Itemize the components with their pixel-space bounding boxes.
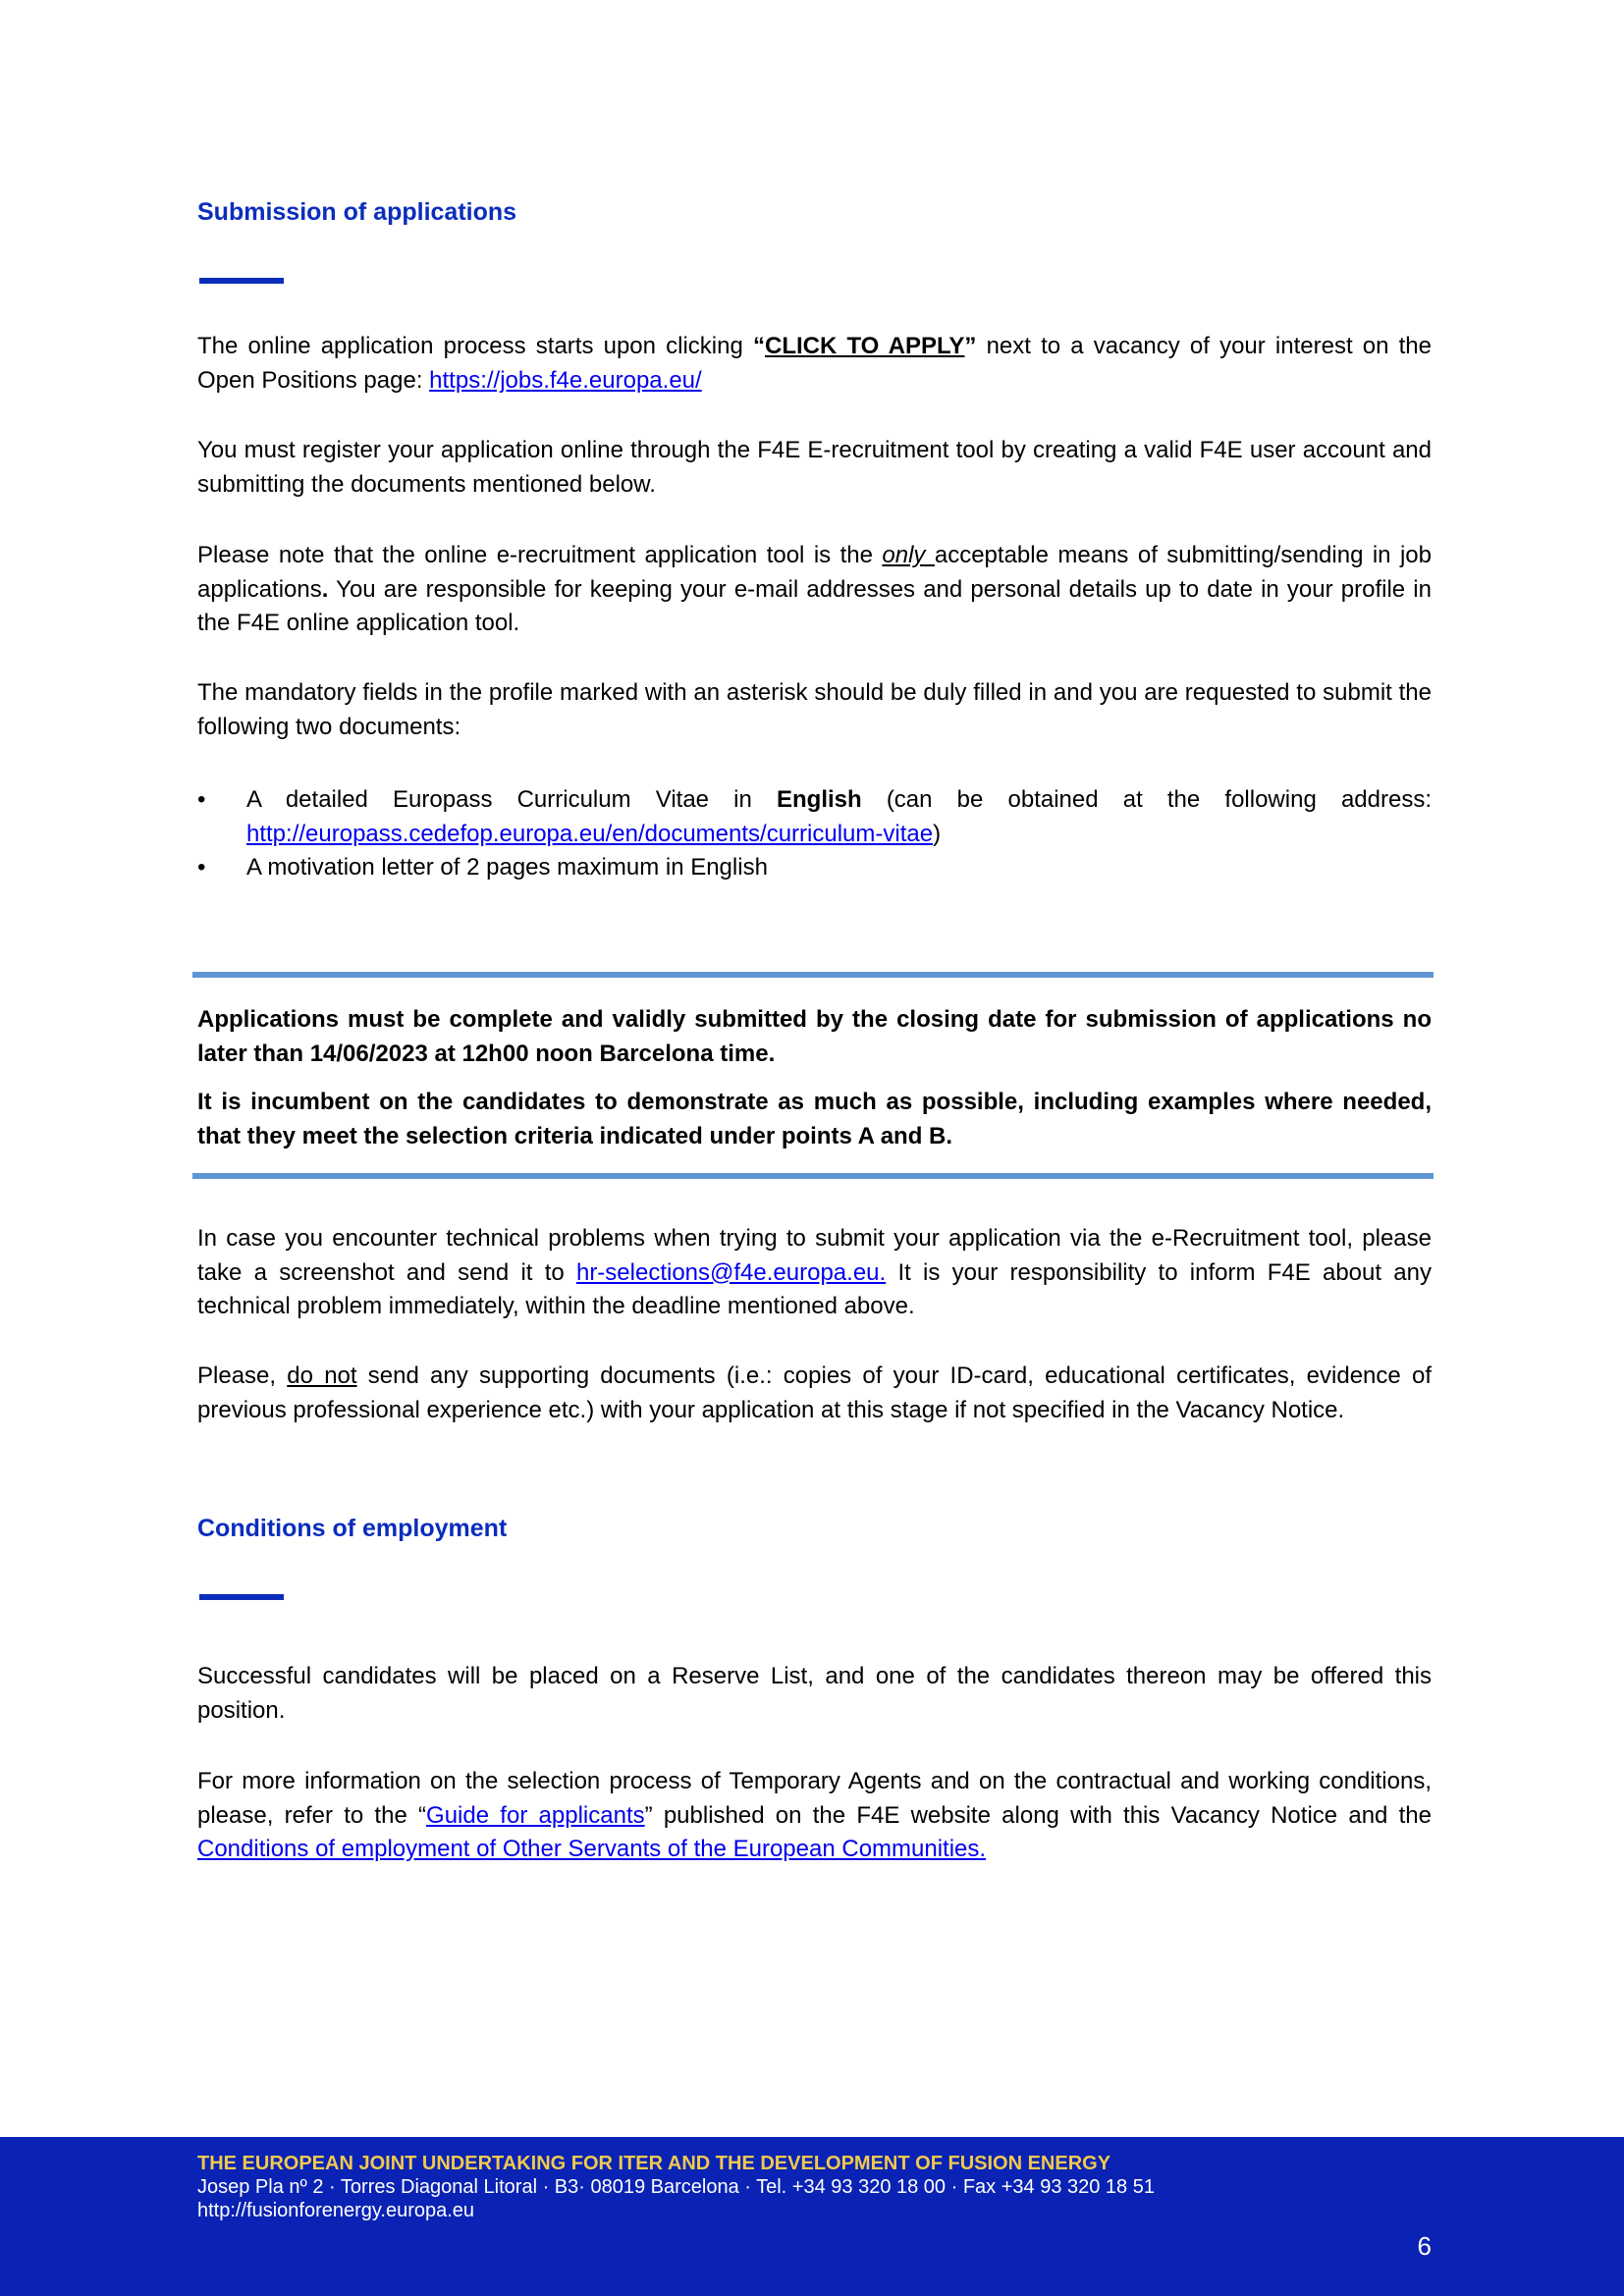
bullet-icon: • — [197, 854, 206, 881]
footer-address: Josep Pla nº 2 · Torres Diagonal Litoral · B3· 08019 Barcelona · Tel. +34 93 320 18 00 · Fax +34 93 320 18 51 — [197, 2176, 1155, 2198]
heading-accent-bar — [199, 1594, 284, 1600]
paragraph-only-means: Please note that the online e-recruitment application tool is the only acceptable means of submitting/sending in job applications. You are responsible for keeping your e-mail addresses and personal details up to date in your profile in the F4E online application tool. — [197, 542, 1432, 636]
section-title-submission: Submission of applications — [197, 198, 517, 226]
section-title-conditions: Conditions of employment — [197, 1515, 508, 1542]
notice-closing-date: Applications must be complete and validly submitted by the closing date for submission of applications no later than 14/06/2023 at 12h00 noon Barcelona time. — [197, 1006, 1432, 1067]
guide-for-applicants-link[interactable]: Guide for applicants — [426, 1801, 645, 1829]
notice-top-rule — [192, 972, 1434, 978]
jobs-portal-link[interactable]: https://jobs.f4e.europa.eu/ — [429, 366, 702, 394]
paragraph-mandatory-fields: The mandatory fields in the profile marked with an asterisk should be duly filled in and you are requested to submit the following two documents: — [197, 679, 1432, 740]
notice-selection-criteria: It is incumbent on the candidates to demonstrate as much as possible, including examples where needed, that they meet the selection criteria indicated under points A and B. — [197, 1089, 1432, 1149]
emphasis-do-not: do not — [287, 1362, 357, 1389]
paragraph-technical-problems: In case you encounter technical problems when trying to submit your application via the e-Recruitment tool, please take a screenshot and send it to hr-selections@f4e.europa.eu. It is your responsibility to inform F4E about any technical problem immediately, within the deadline mentioned above. — [197, 1225, 1432, 1319]
page-number: 6 — [1417, 2231, 1432, 2261]
paragraph-reserve-list: Successful candidates will be placed on a Reserve List, and one of the candidates thereon may be offered this position. — [197, 1663, 1432, 1724]
click-to-apply-text: CLICK TO APPLY — [764, 333, 965, 359]
footer-website: http://fusionforenergy.europa.eu — [197, 2200, 475, 2221]
paragraph-register: You must register your application online through the F4E E-recruitment tool by creating a valid F4E user account and submitting the documents mentioned below. — [197, 437, 1432, 498]
paragraph-supporting-documents: Please, do not send any supporting documents (i.e.: copies of your ID-card, educational certificates, evidence of previous professional experience etc.) with your application at this stage if not specified in the Vacancy Notice. — [197, 1362, 1432, 1423]
paragraph-apply: The online application process starts upon clicking “CLICK TO APPLY” next to a vacancy of your interest on the Open Positions page: https://jobs.f4e.europa.eu/ — [197, 333, 1432, 394]
paragraph-more-information: For more information on the selection process of Temporary Agents and on the contractual and working conditions, please, refer to the “Guide for applicants” published on the F4E website along with this Vacancy Notice and the Conditions of employment of Other Servants of the European Communities. — [197, 1768, 1432, 1862]
notice-bottom-rule — [192, 1173, 1434, 1179]
heading-accent-bar — [199, 278, 284, 284]
conditions-of-employment-link[interactable]: Conditions of employment of Other Servants of the European Communities. — [197, 1836, 987, 1862]
hr-selections-email-link[interactable]: hr-selections@f4e.europa.eu. — [575, 1258, 887, 1286]
bullet-icon: • — [197, 786, 206, 813]
page-footer — [0, 2137, 1624, 2296]
emphasis-only: only — [882, 542, 935, 568]
footer-organisation: THE EUROPEAN JOINT UNDERTAKING FOR ITER AND THE DEVELOPMENT OF FUSION ENERGY — [197, 2153, 1111, 2174]
europass-cv-link[interactable]: http://europass.cedefop.europa.eu/en/documents/curriculum-vitae — [246, 820, 934, 847]
